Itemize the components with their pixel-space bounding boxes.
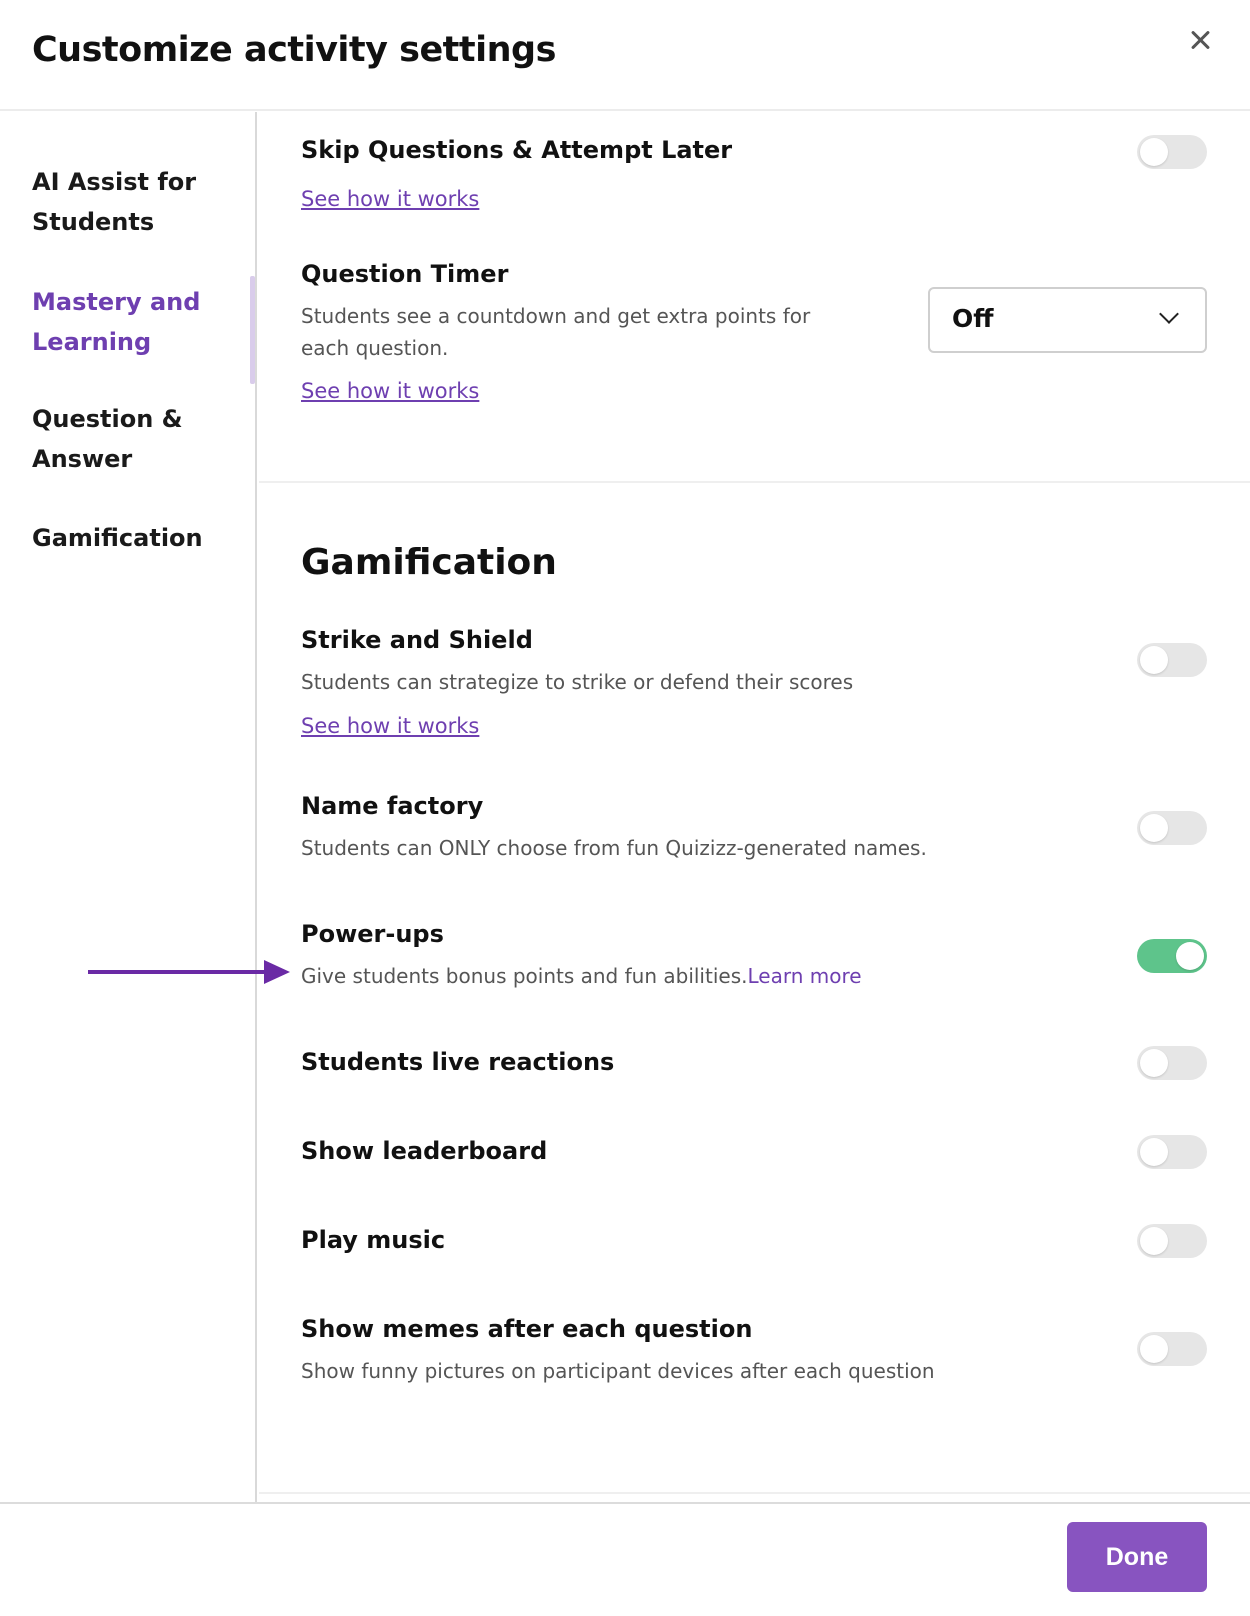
question-timer-selected-value: Off: [952, 304, 994, 333]
question-timer-see-how-link[interactable]: See how it works: [301, 379, 480, 403]
toggle-knob: [1140, 138, 1168, 166]
sidebar-item-question-answer[interactable]: Question & Answer: [32, 405, 183, 473]
toggle-knob: [1140, 1138, 1168, 1166]
sidebar-item-ai-assist[interactable]: AI Assist for Students: [32, 168, 197, 236]
memes-toggle[interactable]: [1137, 1332, 1207, 1366]
gamification-section-title: Gamification: [301, 542, 557, 583]
done-button[interactable]: Done: [1067, 1522, 1207, 1592]
arrow-shaft: [88, 970, 266, 974]
question-timer-select[interactable]: [928, 287, 1207, 353]
power-ups-description: Give students bonus points and fun abilities.: [301, 964, 748, 988]
content-bottom-divider: [259, 1492, 1250, 1494]
toggle-knob: [1140, 814, 1168, 842]
play-music-toggle[interactable]: [1137, 1224, 1207, 1258]
question-timer-label: Question Timer: [301, 260, 509, 288]
power-ups-description-row: [301, 960, 862, 992]
section-divider: [259, 481, 1250, 483]
annotation-arrow: [88, 958, 288, 988]
toggle-knob: [1140, 646, 1168, 674]
leaderboard-label: Show leaderboard: [301, 1137, 548, 1165]
toggle-knob: [1140, 1227, 1168, 1255]
power-ups-toggle[interactable]: [1137, 939, 1207, 973]
leaderboard-toggle[interactable]: [1137, 1135, 1207, 1169]
strike-and-shield-toggle[interactable]: [1137, 643, 1207, 677]
question-timer-description: Students see a countdown and get extra points for each question.: [301, 304, 811, 360]
play-music-label: Play music: [301, 1226, 446, 1254]
power-ups-label: Power-ups: [301, 920, 444, 948]
toggle-knob: [1140, 1049, 1168, 1077]
strike-and-shield-description: Students can strategize to strike or defend their scores: [301, 670, 854, 694]
close-icon[interactable]: [1185, 26, 1215, 56]
name-factory-toggle[interactable]: [1137, 811, 1207, 845]
toggle-knob: [1176, 942, 1204, 970]
sidebar-item-mastery-learning[interactable]: Mastery and Learning: [32, 288, 201, 356]
chevron-down-icon: [1159, 304, 1179, 324]
toggle-knob: [1140, 1335, 1168, 1363]
memes-label: Show memes after each question: [301, 1315, 753, 1343]
name-factory-description: Students can ONLY choose from fun Quizizz-generated names.: [301, 836, 927, 860]
strike-and-shield-see-how-link[interactable]: See how it works: [301, 714, 480, 738]
strike-and-shield-label: Strike and Shield: [301, 626, 533, 654]
skip-questions-label: Skip Questions & Attempt Later: [301, 136, 733, 164]
live-reactions-toggle[interactable]: [1137, 1046, 1207, 1080]
skip-questions-see-how-link[interactable]: See how it works: [301, 187, 480, 211]
name-factory-label: Name factory: [301, 792, 484, 820]
memes-description: Show funny pictures on participant devices after each question: [301, 1359, 935, 1383]
modal-title: Customize activity settings: [32, 30, 556, 70]
settings-sidebar: [0, 112, 257, 1502]
skip-questions-toggle[interactable]: [1137, 135, 1207, 169]
live-reactions-label: Students live reactions: [301, 1048, 615, 1076]
settings-content: [259, 112, 1250, 1502]
arrow-head-icon: [264, 960, 290, 984]
modal-footer: [0, 1502, 1250, 1616]
modal-header: [0, 0, 1250, 111]
active-nav-indicator: [250, 276, 255, 384]
sidebar-item-gamification[interactable]: Gamification: [32, 524, 203, 552]
power-ups-learn-more-link[interactable]: Learn more: [747, 964, 862, 988]
